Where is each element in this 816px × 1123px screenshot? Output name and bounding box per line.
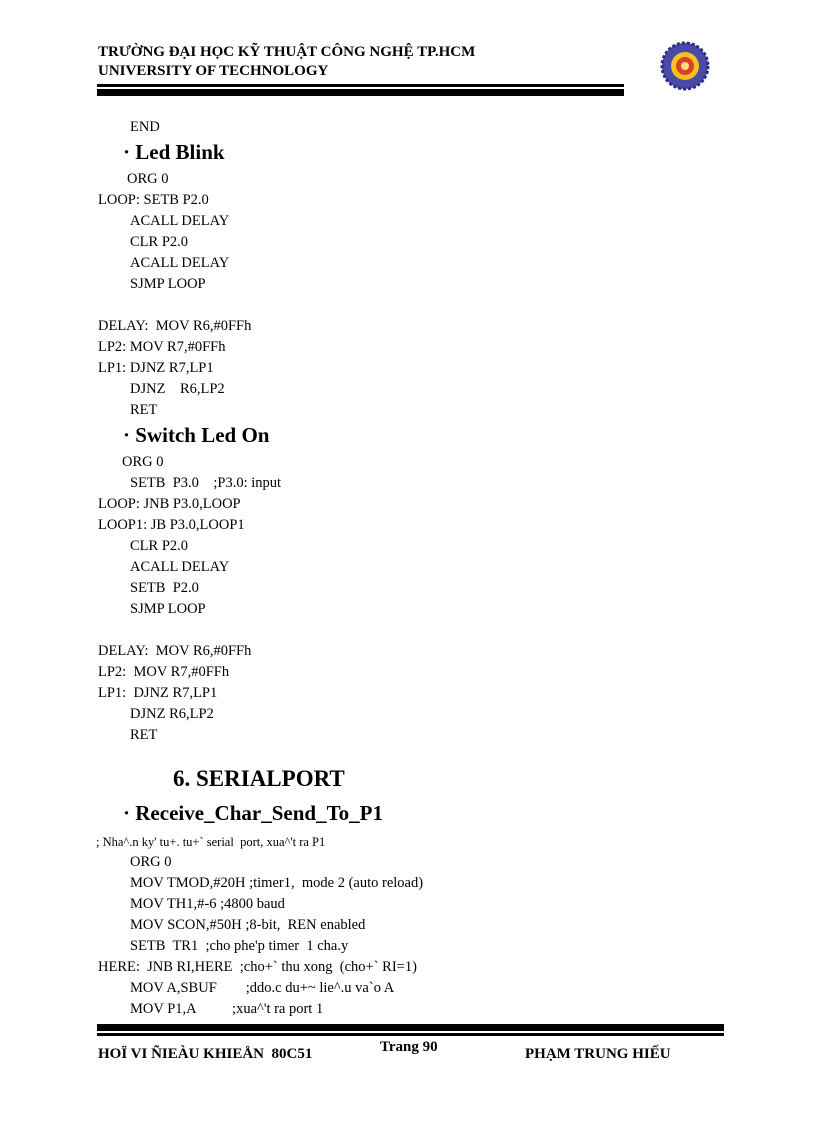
code-line: ACALL DELAY (130, 255, 230, 271)
section-serialport-heading: 6. SERIALPORT (173, 766, 345, 791)
footer-page-number: Trang 90 (380, 1039, 438, 1055)
code-line: ORG 0 (122, 454, 164, 470)
section-receive-char-heading (123, 801, 383, 826)
code-line: DELAY: MOV R6,#0FFh (98, 643, 252, 659)
code-line: DELAY: MOV R6,#0FFh (98, 318, 252, 334)
code-line: ACALL DELAY (130, 213, 230, 229)
code-line: CLR P2.0 (130, 234, 189, 250)
code-line: ORG 0 (130, 854, 172, 870)
code-line: DJNZ R6,LP2 (130, 706, 214, 722)
code-line: LP1: DJNZ R7,LP1 (98, 360, 214, 376)
code-line: LOOP: SETB P2.0 (98, 192, 209, 208)
footer-rule-thick (97, 1024, 724, 1031)
code-line: LP2: MOV R7,#0FFh (98, 339, 226, 355)
code-line: MOV A,SBUF ;ddo.c du+~ lie^.u va`o A (130, 980, 395, 996)
section-title: Switch Led On (135, 423, 270, 447)
code-line: MOV TMOD,#20H ;timer1, mode 2 (auto reload) (130, 875, 424, 891)
code-line: DJNZ R6,LP2 (130, 381, 225, 397)
section-led-blink-heading (123, 140, 225, 165)
bullet-mark: · (123, 801, 131, 825)
code-comment-line: ; Nha^.n ky' tu+. tu+` serial port, xua^'t ra P1 (96, 835, 326, 849)
header-university-vn: TRƯỜNG ĐẠI HỌC KỸ THUẬT CÔNG NGHỆ TP.HCM (98, 44, 476, 60)
code-line: ORG 0 (127, 171, 169, 187)
footer-author: PHẠM TRUNG HIẾU (525, 1046, 671, 1062)
footer-rule-thin (97, 1033, 724, 1036)
code-line: SJMP LOOP (130, 601, 206, 617)
code-line: LOOP1: JB P3.0,LOOP1 (98, 517, 245, 533)
code-line: LP1: DJNZ R7,LP1 (98, 685, 218, 701)
code-line: HERE: JNB RI,HERE ;cho+` thu xong (cho+` RI=1) (98, 959, 417, 975)
header-university-en: UNIVERSITY OF TECHNOLOGY (98, 63, 329, 79)
header-rule-thin (97, 84, 624, 87)
code-line: MOV P1,A ;xua^'t ra port 1 (130, 1001, 324, 1017)
code-line: ACALL DELAY (130, 559, 230, 575)
code-line: END (130, 119, 160, 135)
bullet-mark: · (123, 140, 131, 164)
section-title: Led Blink (135, 140, 225, 164)
section-switch-led-heading (123, 423, 269, 448)
code-line: LOOP: JNB P3.0,LOOP (98, 496, 241, 512)
code-line: MOV SCON,#50H ;8-bit, REN enabled (130, 917, 366, 933)
code-line: RET (130, 402, 158, 418)
code-line: SETB P3.0 ;P3.0: input (130, 475, 282, 491)
bullet-mark: · (123, 423, 131, 447)
code-line: RET (130, 727, 158, 743)
code-line: MOV TH1,#-6 ;4800 baud (130, 896, 285, 912)
code-line: SJMP LOOP (130, 276, 206, 292)
section-title: Receive_Char_Send_To_P1 (135, 801, 383, 825)
code-line: SETB P2.0 (130, 580, 199, 596)
code-line: SETB TR1 ;cho phe'p timer 1 cha.y (130, 938, 349, 954)
code-line: CLR P2.0 (130, 538, 189, 554)
code-line: LP2: MOV R7,#0FFh (98, 664, 230, 680)
header-rule-thick (97, 89, 624, 96)
footer-course-title: HOÏ VI ÑIEÀU KHIEÅN 80C51 (98, 1046, 313, 1062)
university-logo (660, 41, 710, 91)
